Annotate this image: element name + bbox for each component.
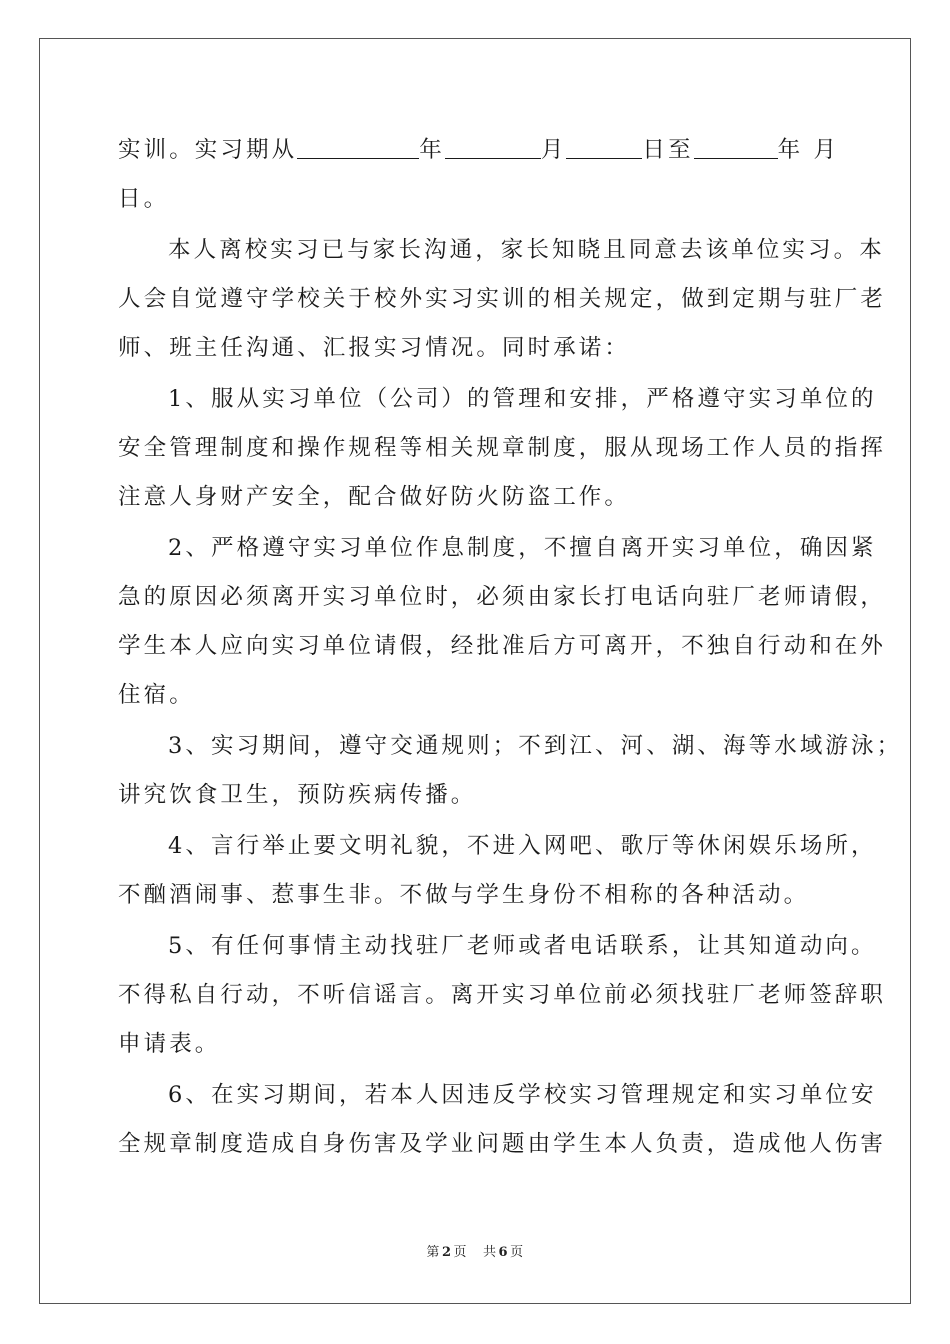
- paragraph-line: 不得私自行动，不听信谣言。离开实习单位前必须找驻厂老师签辞职: [118, 982, 887, 1008]
- total-prefix: 共: [483, 1245, 497, 1260]
- paragraph-item-4: [118, 822, 877, 920]
- year-label: 年: [419, 137, 445, 163]
- paragraph-line: 急的原因必须离开实习单位时，必须由家长打电话向驻厂老师请假，: [118, 584, 887, 610]
- paragraph-line: 全规章制度造成自身伤害及学业问题由学生本人负责，造成他人伤害: [118, 1131, 887, 1157]
- month-label: 月: [540, 137, 567, 163]
- paragraph-item-6: [118, 1071, 887, 1169]
- total-suffix: 页: [510, 1245, 524, 1260]
- paragraph-line: 学生本人应向实习单位请假，经批准后方可离开，不独自行动和在外: [118, 633, 887, 659]
- paragraph-line: 2、严格遵守实习单位作息制度，不擅自离开实习单位，确因紧: [168, 535, 877, 561]
- page-number: 2: [441, 1245, 452, 1260]
- paragraph-item-1: [118, 375, 887, 522]
- period-line: [118, 126, 840, 175]
- paragraph-line: 1、服从实习单位（公司）的管理和安排，严格遵守实习单位的: [168, 386, 877, 412]
- paragraph-line: 6、在实习期间，若本人因违反学校实习管理规定和实习单位安: [168, 1082, 877, 1108]
- page-footer: [0, 1241, 950, 1260]
- start-month-blank: [445, 130, 541, 159]
- page-suffix: 页: [453, 1245, 467, 1260]
- paragraph-line: 5、有任何事情主动找驻厂老师或者电话联系，让其知道动向。: [168, 933, 877, 959]
- paragraph-line: 人会自觉遵守学校关于校外实习实训的相关规定，做到定期与驻厂老: [118, 286, 887, 312]
- period-prefix: 实训。实习期从: [118, 137, 298, 163]
- start-day-blank: [566, 130, 642, 159]
- paragraph-line: 不酗酒闹事、惹事生非。不做与学生身份不相称的各种活动。: [118, 882, 810, 908]
- paragraph-line: 安全管理制度和操作规程等相关规章制度，服从现场工作人员的指挥: [118, 435, 887, 461]
- end-year-month-label: 年 月: [777, 137, 840, 163]
- start-year-blank: [297, 130, 419, 159]
- day-to-label: 日至: [642, 137, 694, 163]
- paragraph-line: 师、班主任沟通、汇报实习情况。同时承诺：: [118, 335, 631, 361]
- document-body: [118, 126, 903, 1169]
- paragraph-line: 3、实习期间，遵守交通规则；不到江、河、湖、海等水域游泳；: [168, 733, 903, 759]
- paragraph-item-2: [118, 524, 887, 720]
- page-prefix: 第: [426, 1245, 440, 1260]
- period-line-end: 日。: [118, 186, 170, 212]
- end-year-blank: [694, 130, 778, 159]
- total-pages: 6: [498, 1245, 509, 1260]
- paragraph-line: 4、言行举止要文明礼貌，不进入网吧、歌厅等休闲娱乐场所，: [168, 833, 877, 859]
- paragraph-item-3: [118, 722, 903, 820]
- paragraph-item-5: [118, 922, 887, 1069]
- paragraph-line: 住宿。: [118, 682, 195, 708]
- paragraph-line: 讲究饮食卫生，预防疾病传播。: [118, 782, 477, 808]
- paragraph-consent: [118, 226, 887, 373]
- paragraph-line: 申请表。: [118, 1031, 221, 1057]
- paragraph-line: 本人离校实习已与家长沟通，家长知晓且同意去该单位实习。本: [168, 237, 885, 263]
- paragraph-line: 注意人身财产安全，配合做好防火防盗工作。: [118, 484, 631, 510]
